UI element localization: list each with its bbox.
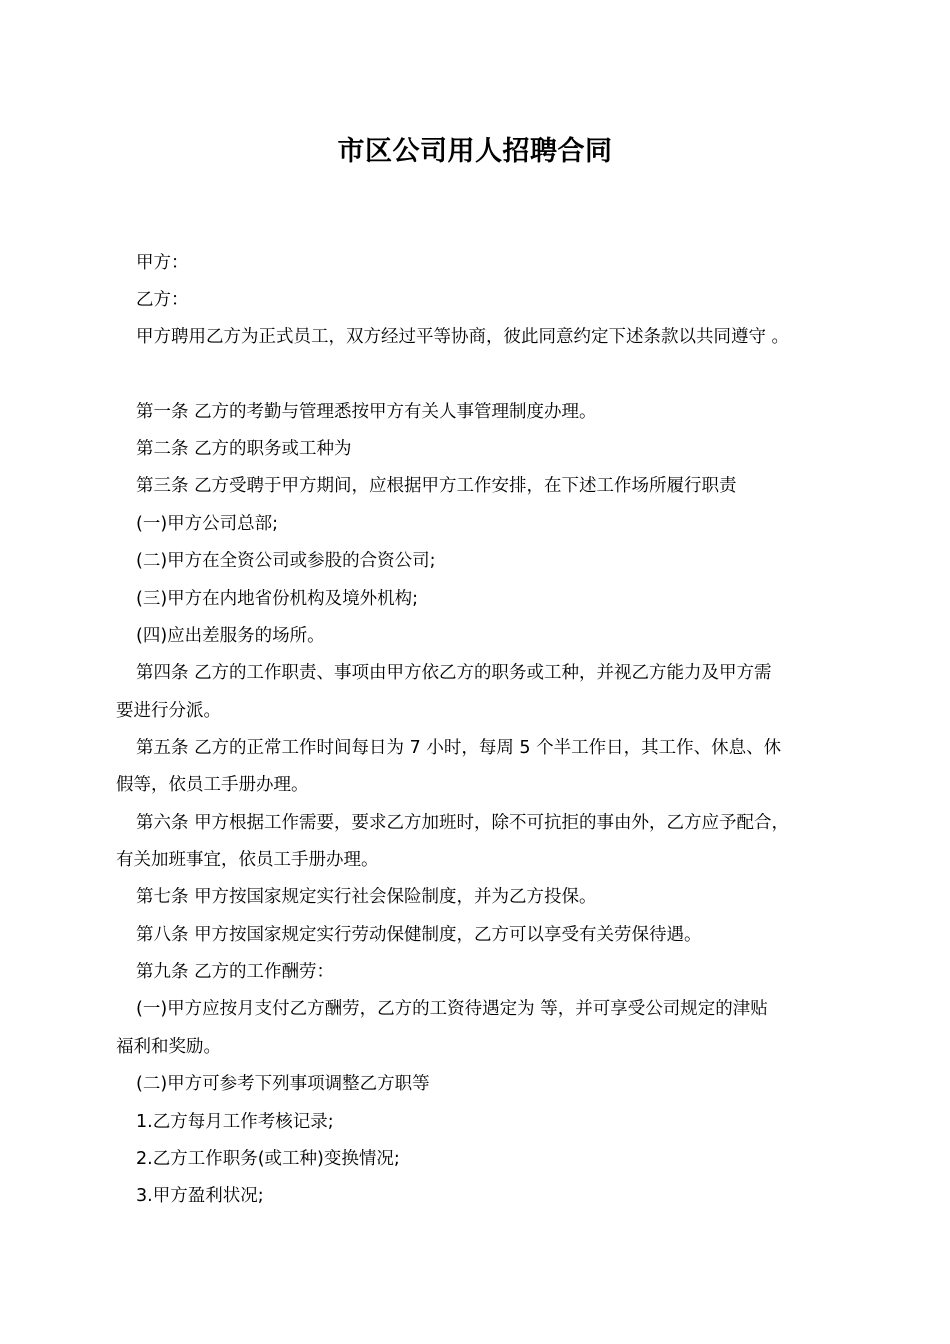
article-9-line: 第九条 乙方的工作酬劳：: [136, 962, 335, 982]
article-1-line: 第一条 乙方的考勤与管理悉按甲方有关人事管理制度办理。: [136, 402, 597, 422]
article-4-line: 第四条 乙方的工作职责、事项由甲方依乙方的职务或工种，并视乙方能力及甲方需: [136, 663, 772, 683]
article-4-continuation: 要进行分派。: [116, 701, 221, 721]
article-9-item-1: (一)甲方应按月支付乙方酬劳，乙方的工资待遇定为 等，并可享受公司规定的津贴: [136, 999, 768, 1019]
article-6-line: 第六条 甲方根据工作需要，要求乙方加班时，除不可抗拒的事由外，乙方应予配合，: [136, 813, 790, 833]
article-5-continuation: 假等，依员工手册办理。: [116, 775, 309, 795]
article-3-item-2: (二)甲方在全资公司或参股的合资公司;: [136, 551, 436, 571]
adjust-factor-1: 1.乙方每月工作考核记录;: [136, 1112, 334, 1132]
document-title: 市区公司用人招聘合同: [337, 136, 613, 167]
article-6-continuation: 有关加班事宜，依员工手册办理。: [116, 850, 379, 870]
article-8-line: 第八条 甲方按国家规定实行劳动保健制度，乙方可以享受有关劳保待遇。: [136, 925, 702, 945]
article-7-line: 第七条 甲方按国家规定实行社会保险制度，并为乙方投保。: [136, 887, 597, 907]
adjust-factor-3: 3.甲方盈利状况;: [136, 1186, 264, 1206]
preamble-line: 甲方聘用乙方为正式员工，双方经过平等协商，彼此同意约定下述条款以共同遵守 。: [136, 327, 790, 347]
article-3-line: 第三条 乙方受聘于甲方期间，应根据甲方工作安排，在下述工作场所履行职责: [136, 476, 737, 496]
article-5-line: 第五条 乙方的正常工作时间每日为 7 小时，每周 5 个半工作日，其工作、休息、休: [136, 738, 782, 758]
article-3-item-1: (一)甲方公司总部;: [136, 514, 279, 534]
article-2-line: 第二条 乙方的职务或工种为: [136, 439, 352, 459]
party-b-line: 乙方：: [136, 290, 189, 310]
article-9-item-1-continuation: 福利和奖励。: [116, 1037, 221, 1057]
article-3-item-3: (三)甲方在内地省份机构及境外机构;: [136, 589, 419, 609]
adjust-factor-2: 2.乙方工作职务(或工种)变换情况;: [136, 1149, 400, 1169]
article-9-item-2: (二)甲方可参考下列事项调整乙方职等: [136, 1074, 430, 1094]
article-3-item-4: (四)应出差服务的场所。: [136, 626, 325, 646]
party-a-line: 甲方：: [136, 253, 189, 273]
